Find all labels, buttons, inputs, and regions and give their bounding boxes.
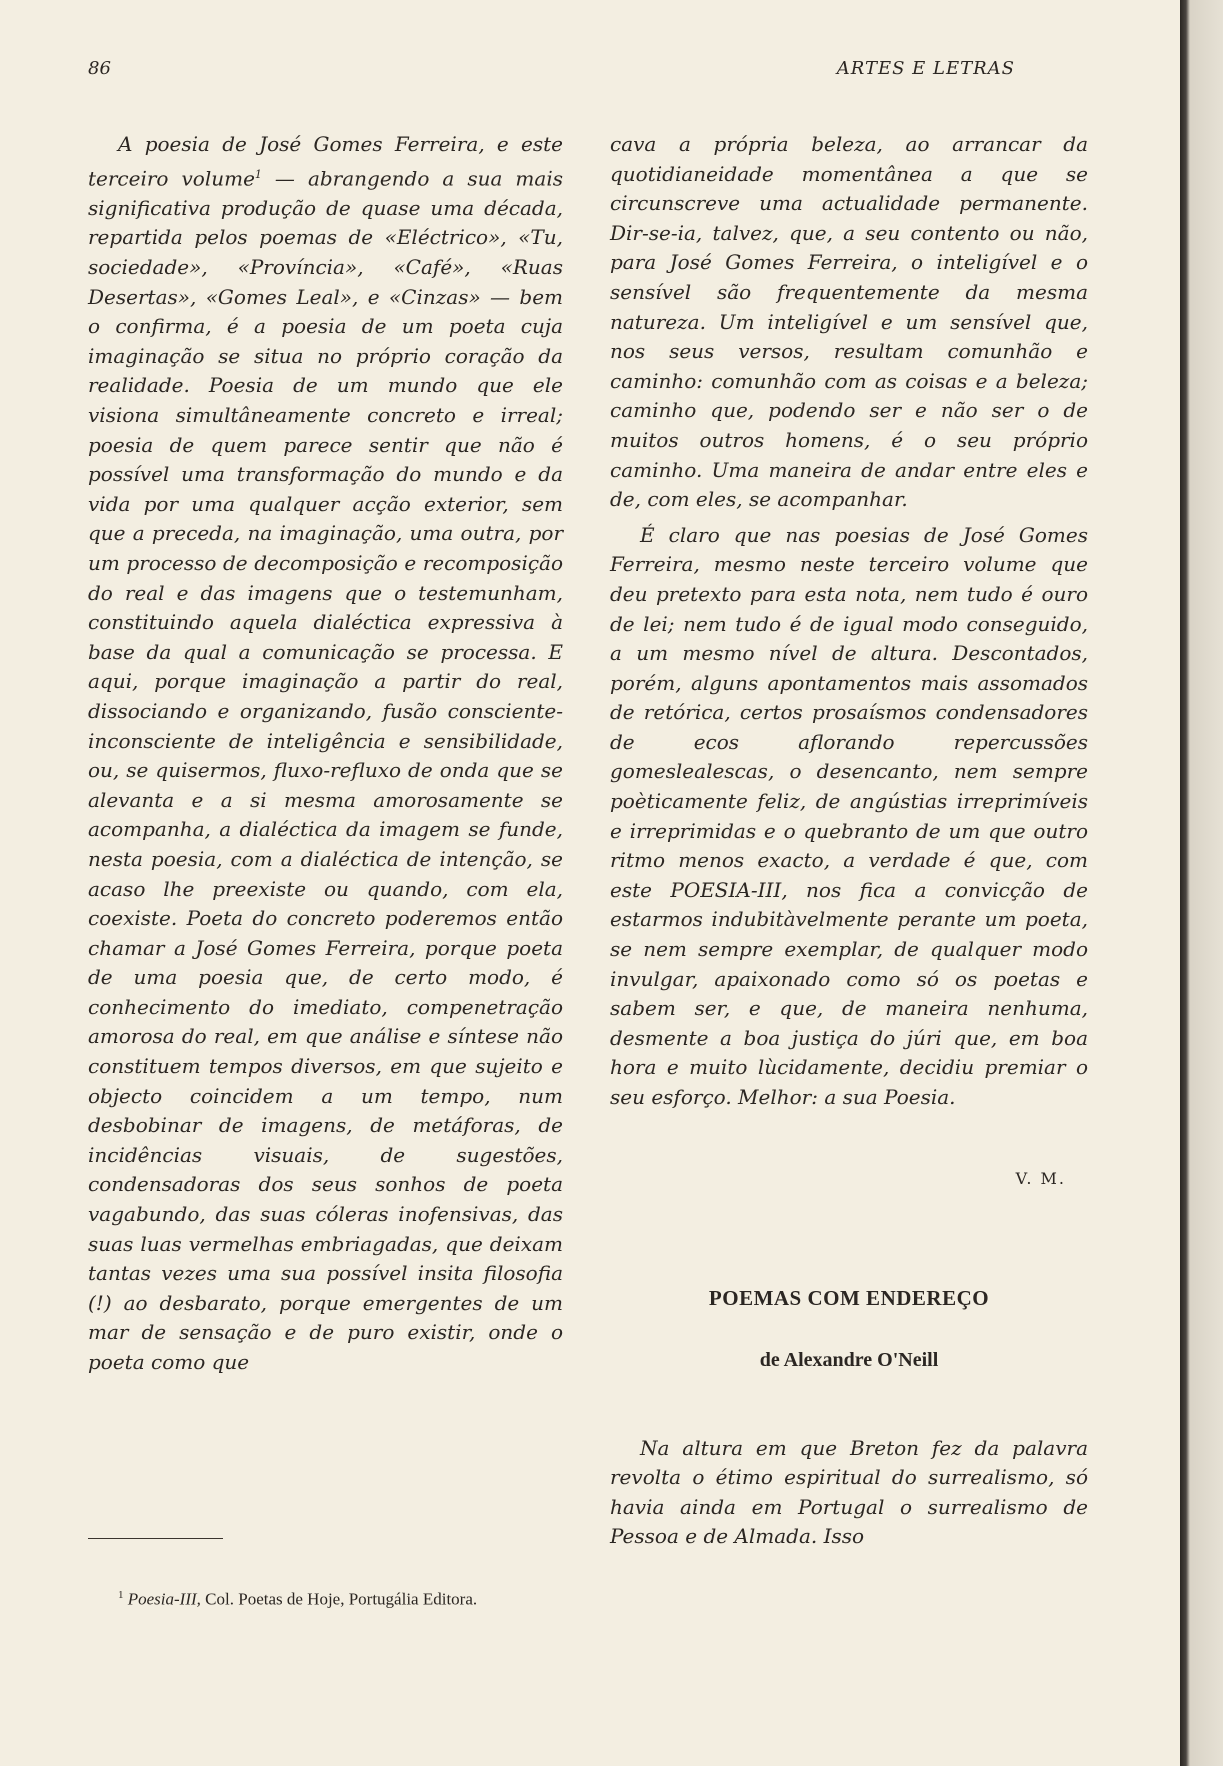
footnote-reference: 1: [254, 167, 262, 181]
second-review-paragraph-1: Na altura em que Breton fez da palavra revolta o étimo espiritual do surrealismo, só havia ainda em Portugal o surrealismo de Pessoa e de Almada. Isso: [610, 1435, 1088, 1549]
right-column: [610, 130, 1088, 1552]
section-title: ARTES E LETRAS: [836, 58, 1015, 79]
footnote-title: Poesia-III,: [127, 1589, 201, 1609]
page-number: 86: [88, 58, 111, 79]
paragraph-text-start: A poesia de José Gomes Ferreira, e este terceiro volume: [88, 132, 563, 191]
page-edge-shadow: [1180, 0, 1223, 1766]
footnote-mark: 1: [118, 1589, 124, 1601]
footnote: [88, 1583, 563, 1612]
left-column: [88, 130, 563, 1378]
review-author: de Alexandre O'Neill: [759, 1348, 939, 1371]
paragraph-text-rest: — abrangendo a sua mais significativa produção de quase uma década, repartida pelos poemas de «Eléctrico», «Tu, sociedade», «Província», «Café», «Ruas Desertas», «Gomes Leal», e «Cinzas» — bem o confirma, é a poesia de um poeta cuja imaginação se situa no próprio coração da realidade. Poesia de um mundo que ele visiona simultâneamente concreto e irreal; poesia de quem parece sentir que não é possível uma transformação do mundo e da vida por uma qualquer acção exterior, sem que a preceda, na imaginação, uma outra, por um processo de decomposição e recomposição do real e das imagens que o testemunham, constituindo aquela dialéctica expressiva à base da qual a comunicação se processa. E aqui, porque imaginação a partir do real, dissociando e organizando, fusão consciente-inconsciente de inteligência e sensibilidade, ou, se quisermos, fluxo-refluxo de onda que se alevanta e a si mesma amorosamente se acompanha, a dialéctica da imagem se funde, nesta poesia, com a dialéctica de intenção, se acaso lhe preexiste ou quando, com ela, coexiste. Poeta do concreto poderemos então chamar a José Gomes Ferreira, porque poeta de uma poesia que, de certo modo, é conhecimento do imediato, compenetração amorosa do real, em que análise e síntese não constituem tempos diversos, em que sujeito e objecto coincidem a um tempo, num desbobinar de imagens, de metáforas, de incidências visuais, de sugestões, condensadoras dos seus sonhos de poeta vagabundo, das suas cóleras inofensivas, das suas luas vermelhas embriagadas, que deixam tantas vezes uma sua possível insita filosofia (!) ao desbarato, porque emergentes de um mar de sensação e de puro existir, onde o poeta como que: [88, 166, 563, 1374]
footnote-text: Col. Poetas de Hoje, Portugália Editora.: [200, 1589, 478, 1609]
review-title: POEMAS COM ENDEREÇO: [708, 1285, 990, 1310]
footnote-divider: [88, 1538, 223, 1539]
review-paragraph-1: [88, 130, 563, 1378]
review-paragraph-3: É claro que nas poesias de José Gomes Ferreira, mesmo neste terceiro volume que deu pretexto para esta nota, nem tudo é ouro de lei; nem tudo é de igual modo conseguido, a um mesmo nível de altura. Descontados, porém, alguns apontamentos mais assomados de retórica, certos prosaísmos condensadores de ecos aflorando repercussões gomeslealescas, o desencanto, nem sempre poèticamente feliz, de angústias irreprimíveis e irreprimidas e o quebranto de um que outro ritmo menos exacto, a verdade é que, com este POESIA-III, nos fica a convicção de estarmos indubitàvelmente perante um poeta, se nem sempre exemplar, de qualquer modo invulgar, apaixonado como só os poetas e sabem ser, e que, de maneira nenhuma, desmente a boa justiça do júri que, em boa hora e muito lùcidamente, decidiu premiar o seu esforço. Melhor: a sua Poesia.: [610, 522, 1088, 1109]
review-paragraph-2: cava a própria beleza, ao arrancar da quotidianeidade momentânea a que se circunscreve uma actualidade permanente. Dir-se-ia, talvez, que, a seu contento ou não, para José Gomes Ferreira, o inteligível e o sensível são frequentemente da mesma natureza. Um inteligível e um sensível que, nos seus versos, resultam comunhão e caminho: comunhão com as coisas e a beleza; caminho que, podendo ser e não ser o de muitos outros homens, é o seu próprio caminho. Uma maneira de andar entre eles e de, com eles, se acompanhar.: [610, 132, 1088, 512]
author-initials: V. M.: [1015, 1168, 1066, 1188]
